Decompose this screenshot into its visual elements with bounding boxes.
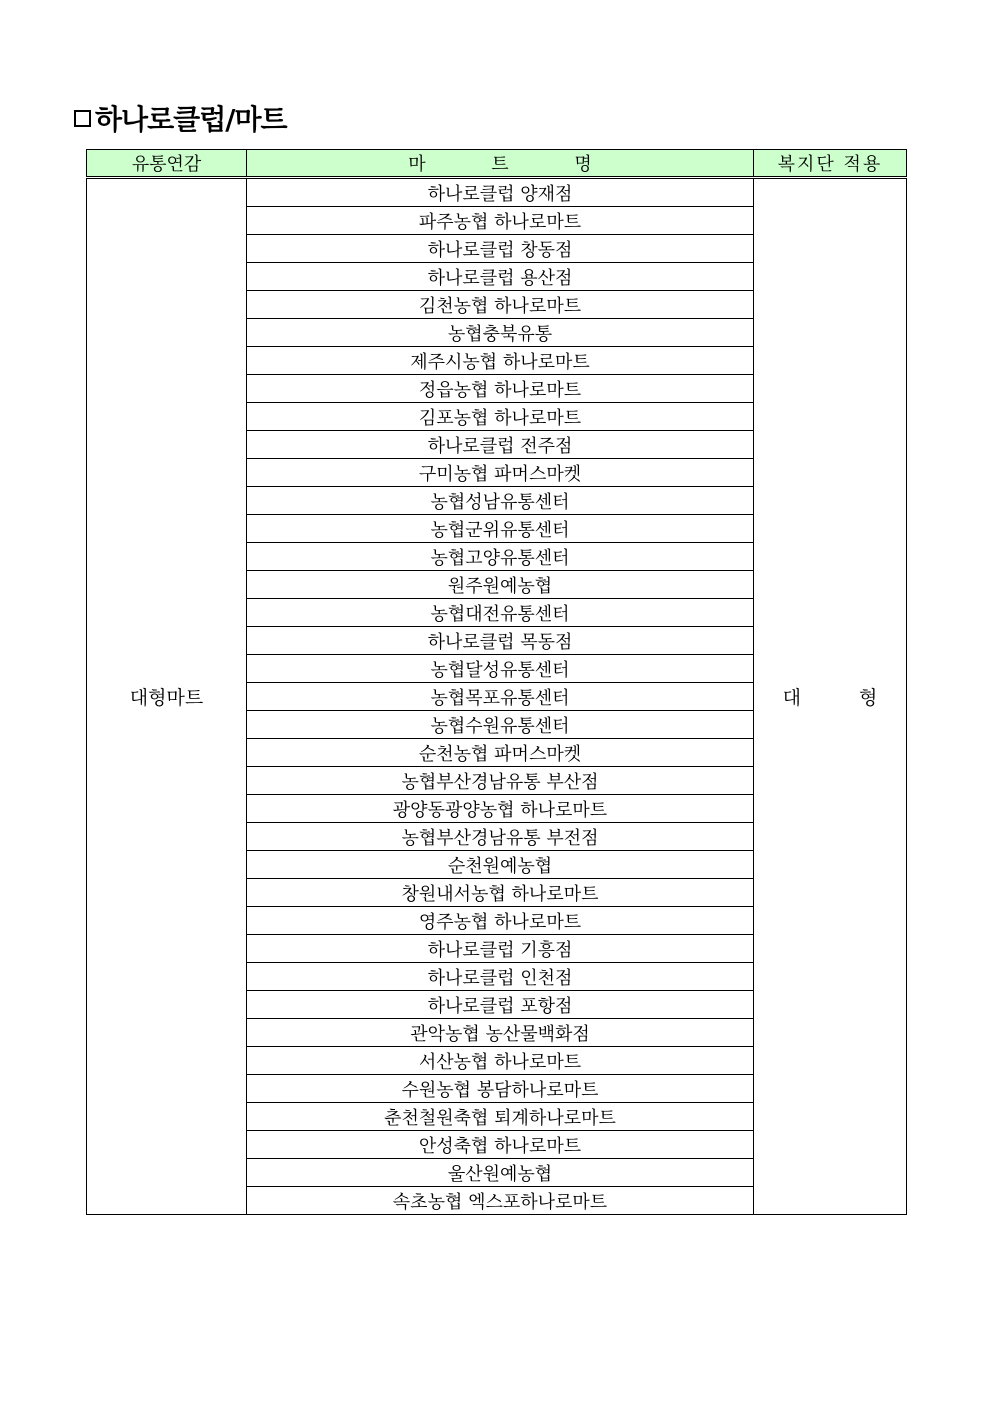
store-name-cell: 정읍농협 하나로마트 — [247, 375, 754, 403]
store-name-cell: 농협목포유통센터 — [247, 683, 754, 711]
store-name-cell: 창원내서농협 하나로마트 — [247, 879, 754, 907]
store-name-cell: 울산원예농협 — [247, 1159, 754, 1187]
section-title: 하나로클럽/마트 — [95, 103, 287, 136]
store-name-cell: 농협수원유통센터 — [247, 711, 754, 739]
table-body — [87, 178, 907, 1215]
store-name-cell: 속초농협 엑스포하나로마트 — [247, 1187, 754, 1215]
store-name-cell: 춘천철원축협 퇴계하나로마트 — [247, 1103, 754, 1131]
store-name-cell: 서산농협 하나로마트 — [247, 1047, 754, 1075]
store-name-cell: 농협달성유통센터 — [247, 655, 754, 683]
store-name-cell: 하나로클럽 창동점 — [247, 235, 754, 263]
section-heading — [74, 98, 287, 138]
store-name-cell: 농협충북유통 — [247, 319, 754, 347]
store-name-cell: 순천농협 파머스마켓 — [247, 739, 754, 767]
store-name-cell: 하나로클럽 전주점 — [247, 431, 754, 459]
table-header-row — [87, 150, 907, 178]
table-row — [87, 178, 907, 207]
welfare-cell: 대 형 — [754, 178, 907, 1215]
store-name-cell: 농협대전유통센터 — [247, 599, 754, 627]
store-name-cell: 구미농협 파머스마켓 — [247, 459, 754, 487]
store-name-cell: 하나로클럽 포항점 — [247, 991, 754, 1019]
store-name-cell: 원주원예농협 — [247, 571, 754, 599]
store-name-cell: 농협군위유통센터 — [247, 515, 754, 543]
store-name-cell: 영주농협 하나로마트 — [247, 907, 754, 935]
store-name-cell: 광양동광양농협 하나로마트 — [247, 795, 754, 823]
store-name-cell: 수원농협 봉담하나로마트 — [247, 1075, 754, 1103]
store-name-cell: 제주시농협 하나로마트 — [247, 347, 754, 375]
store-name-cell: 하나로클럽 용산점 — [247, 263, 754, 291]
checkbox-square-icon — [74, 110, 91, 127]
header-distribution: 유통연감 — [87, 150, 247, 178]
store-name-cell: 김포농협 하나로마트 — [247, 403, 754, 431]
store-name-cell: 순천원예농협 — [247, 851, 754, 879]
store-name-cell: 관악농협 농산물백화점 — [247, 1019, 754, 1047]
store-name-cell: 농협고양유통센터 — [247, 543, 754, 571]
store-name-cell: 농협부산경남유통 부전점 — [247, 823, 754, 851]
store-name-cell: 하나로클럽 기흥점 — [247, 935, 754, 963]
store-name-cell: 파주농협 하나로마트 — [247, 207, 754, 235]
store-name-cell: 안성축협 하나로마트 — [247, 1131, 754, 1159]
store-name-cell: 하나로클럽 인천점 — [247, 963, 754, 991]
category-cell: 대형마트 — [87, 178, 247, 1215]
header-welfare: 복지단 적용 — [754, 150, 907, 178]
store-name-cell: 김천농협 하나로마트 — [247, 291, 754, 319]
store-name-cell: 농협부산경남유통 부산점 — [247, 767, 754, 795]
store-name-cell: 하나로클럽 목동점 — [247, 627, 754, 655]
store-name-cell: 하나로클럽 양재점 — [247, 178, 754, 207]
store-table — [86, 149, 907, 1215]
header-store-name: 마 트 명 — [247, 150, 754, 178]
store-name-cell: 농협성남유통센터 — [247, 487, 754, 515]
